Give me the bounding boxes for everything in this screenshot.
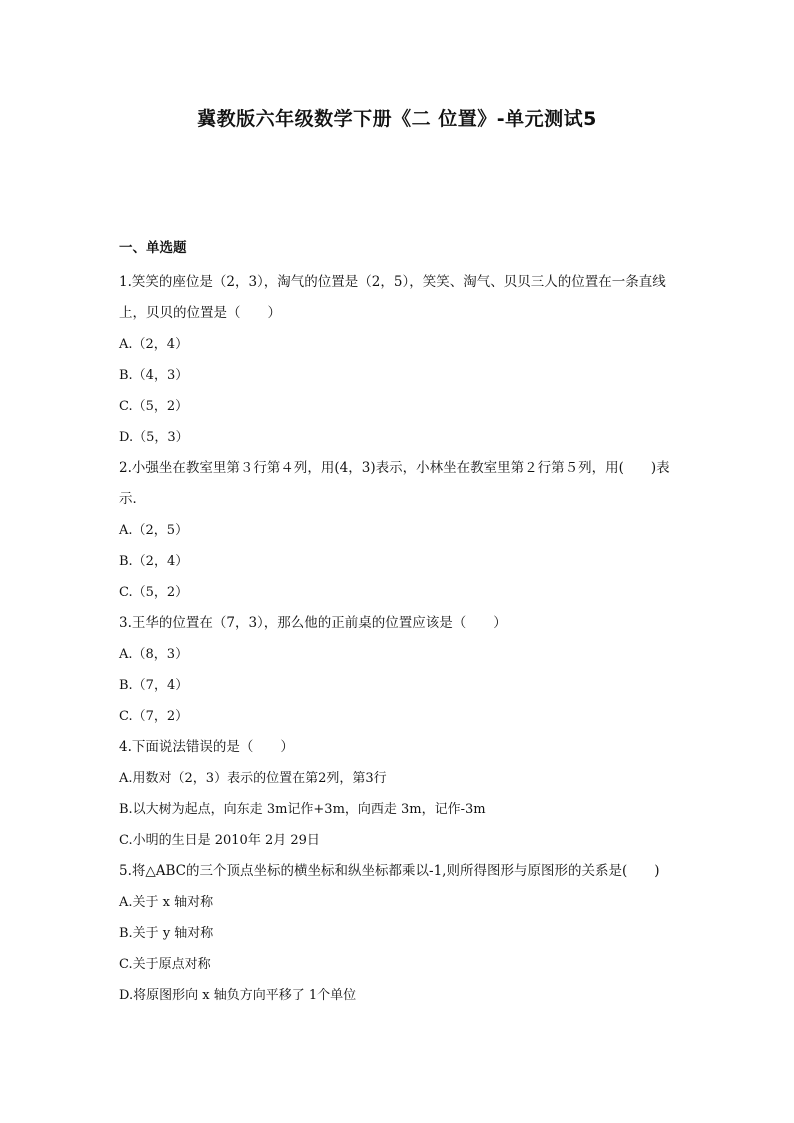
option-c: C.（5，2）: [119, 399, 189, 414]
option-a: A.关于 x 轴对称: [119, 895, 214, 910]
document-content: [119, 236, 679, 1011]
question-stem: 3.王华的位置在（7，3），那么他的正前桌的位置应该是（ ）: [119, 615, 507, 631]
option-b: B.（2，4）: [119, 554, 189, 569]
option-list: [119, 515, 679, 608]
question-stem: 4.下面说法错误的是（ ）: [119, 739, 294, 755]
question-1: [119, 267, 679, 453]
option-c: C.（5，2）: [119, 585, 189, 600]
option-b: B.关于 y 轴对称: [119, 926, 214, 941]
option-a: A.（2，5）: [119, 523, 189, 538]
option-list: [119, 639, 679, 732]
question-4: [119, 732, 679, 856]
question-2: [119, 453, 679, 608]
option-a: A.用数对（2，3）表示的位置在第2列，第3行: [119, 771, 387, 786]
option-d: D.（5，3）: [119, 430, 189, 445]
option-list: [119, 763, 679, 856]
document-title: 冀教版六年级数学下册《二 位置》-单元测试5: [197, 108, 597, 130]
option-c: C.小明的生日是 2010年 2月 29日: [119, 833, 320, 848]
option-d: D.将原图形向 x 轴负方向平移了 1个单位: [119, 988, 357, 1003]
option-b: B.（4，3）: [119, 368, 189, 383]
option-b: B.（7，4）: [119, 678, 189, 693]
question-stem: 1.笑笑的座位是（2，3），淘气的位置是（2，5），笑笑、淘气、贝贝三人的位置在一条直线上，贝贝的位置是（ ）: [119, 274, 666, 321]
section-heading: 一、单选题: [119, 240, 187, 256]
option-b: B.以大树为起点，向东走 3m记作+3m，向西走 3m，记作-3m: [119, 802, 486, 817]
question-stem: 2.小强坐在教室里第３行第４列，用(4，3)表示，小林坐在教室里第２行第５列，用( )表示．: [119, 460, 670, 507]
question-3: [119, 608, 679, 732]
option-a: A.（2，4）: [119, 337, 189, 352]
option-c: C.关于原点对称: [119, 957, 211, 972]
option-c: C.（7，2）: [119, 709, 189, 724]
question-stem: 5.将△ABC的三个顶点坐标的横坐标和纵坐标都乘以-1,则所得图形与原图形的关系是( ): [119, 863, 660, 879]
option-list: [119, 329, 679, 453]
option-list: [119, 887, 679, 1011]
option-a: A.（8，3）: [119, 647, 189, 662]
question-5: [119, 856, 679, 1011]
